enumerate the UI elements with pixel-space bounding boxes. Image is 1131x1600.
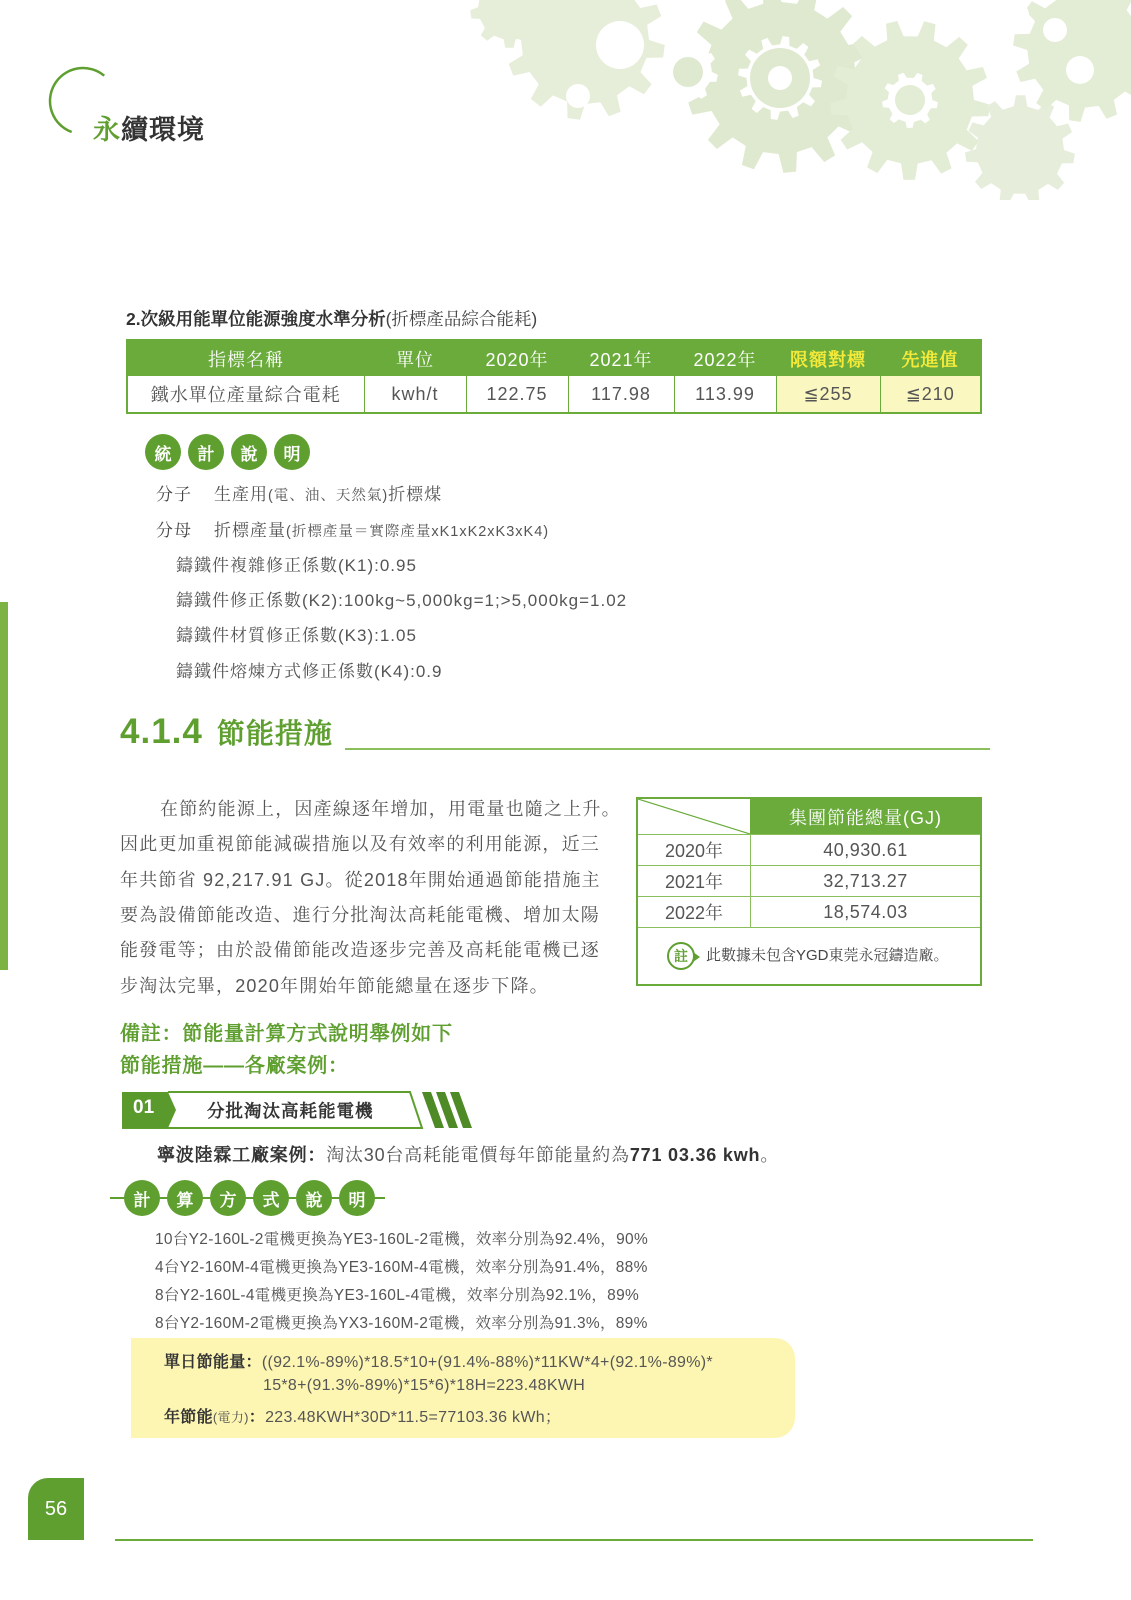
intensity-table-grid — [128, 341, 980, 412]
table-cell-highlight: ≦255 — [776, 376, 880, 412]
gear-hole — [768, 66, 792, 90]
paragraph-line: 因此更加重視節能減碳措施以及有效率的利用能源，近三 — [120, 834, 600, 854]
section-heading — [120, 712, 333, 752]
calc-badges — [124, 1180, 375, 1216]
motor-line: 10台Y2-160L-2電機更換為YE3-160L-2電機，效率分別為92.4%，90% — [155, 1231, 649, 1248]
stats-badge: 計 — [188, 434, 224, 470]
page-number: 56 — [28, 1478, 84, 1540]
savings-value: 18,574.03 — [823, 901, 908, 922]
calc-badge: 明 — [339, 1180, 375, 1216]
gear-hole — [895, 85, 925, 115]
motor-line: 4台Y2-160M-4電機更換為YE3-160M-4電機，效率分別為91.4%，88% — [155, 1259, 648, 1276]
annual-saving-colon: ： — [248, 1409, 266, 1426]
table-row — [128, 376, 980, 412]
stats-badge: 說 — [231, 434, 267, 470]
table-header-cell: 2021年 — [568, 341, 674, 376]
gear-hole — [596, 21, 644, 69]
annual-saving-label: 年節能 — [164, 1409, 213, 1426]
intensity-title-note: (折標產品綜合能耗) — [385, 309, 538, 329]
denominator-line — [156, 516, 549, 541]
table-cell: 鐵水單位產量綜合電耗 — [150, 385, 341, 405]
daily-saving-formula-cont: 15*8+(91.3%-89%)*15*6)*18H=223.48KWH — [263, 1377, 586, 1394]
table-row — [638, 834, 980, 865]
gear-hole — [1043, 18, 1067, 42]
remark-line: 備註：節能量計算方式說明舉例如下 — [120, 1023, 453, 1045]
savings-year: 2021年 — [638, 866, 751, 896]
savings-table — [636, 797, 982, 986]
page-title — [93, 108, 205, 147]
daily-saving-line — [164, 1349, 713, 1372]
paragraph-line: 在節約能源上，因產線逐年增加，用電量也隨之上升。 — [160, 799, 621, 819]
table-header-cell-highlight: 先進值 — [880, 341, 980, 376]
remark-subtitle: 節能措施——各廠案例： — [120, 1055, 349, 1077]
table-header-cell: 單位 — [364, 341, 466, 376]
section-title: 節能措施 — [216, 718, 333, 749]
side-accent-bar — [0, 602, 8, 970]
calc-badge: 方 — [210, 1180, 246, 1216]
paragraph-line: 能發電等；由於設備節能改造逐步完善及高耗能電機已逐 — [120, 940, 600, 960]
numerator-line — [156, 480, 442, 505]
page-title-accent: 永 — [93, 115, 121, 145]
note-pointer-icon — [693, 952, 700, 962]
daily-saving-label: 單日節能量： — [164, 1354, 262, 1371]
numerator-text: 生產用 — [214, 485, 268, 504]
numerator-note: (電、油、天然氣) — [268, 488, 389, 504]
savings-table-corner — [638, 799, 751, 834]
motor-line: 8台Y2-160M-2電機更換為YX3-160M-2電機，效率分別為91.3%，89% — [155, 1315, 648, 1332]
stats-badge: 統 — [145, 434, 181, 470]
intensity-section-title — [126, 306, 537, 331]
denominator-label: 分母 — [156, 521, 192, 540]
table-row — [638, 865, 980, 896]
table-cell: 122.75 — [466, 376, 568, 412]
gear-hole — [566, 84, 590, 108]
calc-badge: 計 — [124, 1180, 160, 1216]
table-header-cell: 指標名稱 — [128, 341, 364, 376]
annual-saving-note: (電力) — [212, 1410, 249, 1425]
factor-line: 鑄鐵件修正係數(K2):100kg~5,000kg=1;>5,000kg=1.02 — [176, 591, 628, 610]
daily-saving-formula: ((92.1%-89%)*18.5*10+(91.4%-88%)*11KW*4+(92.1%-89%)* — [261, 1354, 713, 1371]
stats-badges — [145, 434, 310, 470]
case-end: 。 — [760, 1145, 780, 1165]
section-number: 4.1.4 — [120, 712, 203, 751]
denominator-note: (折標產量＝實際產量xK1xK2xK3xK4) — [286, 524, 550, 540]
table-header-cell-highlight: 限額對標 — [776, 341, 880, 376]
savings-year: 2022年 — [638, 897, 751, 927]
denominator-text: 折標產量 — [214, 521, 286, 540]
case-text: 淘汰30台高耗能電價每年節能量約為 — [326, 1145, 630, 1165]
case-value: 771 03.36 kwh — [629, 1145, 761, 1165]
table-cell: 113.99 — [674, 376, 776, 412]
gear-hole — [673, 57, 703, 87]
calc-badge: 式 — [253, 1180, 289, 1216]
table-cell: 117.98 — [568, 376, 674, 412]
savings-table-header-cell: 集團節能總量(GJ) — [751, 799, 980, 834]
table-cell-highlight: ≦210 — [880, 376, 980, 412]
case-title: 分批淘汰高耗能電機 — [207, 1101, 374, 1121]
factor-line: 鑄鐵件材質修正係數(K3):1.05 — [176, 626, 417, 645]
case-description — [157, 1141, 779, 1167]
footer-rule — [115, 1539, 1033, 1541]
page-title-rest: 續環境 — [121, 115, 205, 145]
case-number: 01 — [133, 1097, 155, 1118]
case-lead: 寧波陸霖工廠案例： — [157, 1145, 327, 1165]
savings-value: 40,930.61 — [823, 839, 908, 860]
table-cell: kwh/t — [364, 376, 466, 412]
table-row — [638, 896, 980, 927]
note-badge: 註 — [667, 942, 695, 970]
paragraph-line: 年共節省 92,217.91 GJ。從2018年開始通過節能措施主 — [120, 870, 601, 890]
savings-table-header — [638, 799, 980, 834]
motor-line: 8台Y2-160L-4電機更換為YE3-160L-4電機，效率分別為92.1%，89% — [155, 1287, 640, 1304]
gear-decoration — [0, 0, 1131, 200]
factor-line: 鑄鐵件複雜修正係數(K1):0.95 — [176, 556, 417, 575]
savings-value: 32,713.27 — [823, 870, 908, 891]
diagonal-divider — [638, 799, 750, 834]
calc-badge: 說 — [296, 1180, 332, 1216]
table-header-row — [128, 341, 980, 376]
paragraph-line: 步淘汰完畢，2020年開始年節能總量在逐步下降。 — [120, 976, 549, 996]
savings-year: 2020年 — [638, 835, 751, 865]
section-heading-rule — [345, 748, 990, 750]
numerator-label: 分子 — [156, 485, 192, 504]
intensity-table — [126, 339, 982, 414]
calc-badge: 算 — [167, 1180, 203, 1216]
gear-hole — [1066, 56, 1094, 84]
numerator-text-end: 折標煤 — [388, 485, 443, 504]
intensity-title-bold: 2.次級用能單位能源強度水準分析 — [126, 309, 386, 329]
gear-hole — [1001, 1, 1029, 29]
table-header-cell: 2022年 — [674, 341, 776, 376]
savings-table-note — [638, 927, 980, 986]
annual-saving-value: 223.48KWH*30D*11.5=77103.36 kWh； — [265, 1409, 562, 1426]
note-text: 此數據未包含YGD東莞永冠鑄造廠。 — [706, 947, 949, 964]
stats-badge: 明 — [274, 434, 310, 470]
paragraph-line: 要為設備節能改造、進行分批淘汰高耗能電機、增加太陽 — [120, 905, 600, 925]
factor-line: 鑄鐵件熔煉方式修正係數(K4):0.9 — [176, 662, 443, 681]
table-header-cell: 2020年 — [466, 341, 568, 376]
annual-saving-line — [164, 1404, 561, 1427]
